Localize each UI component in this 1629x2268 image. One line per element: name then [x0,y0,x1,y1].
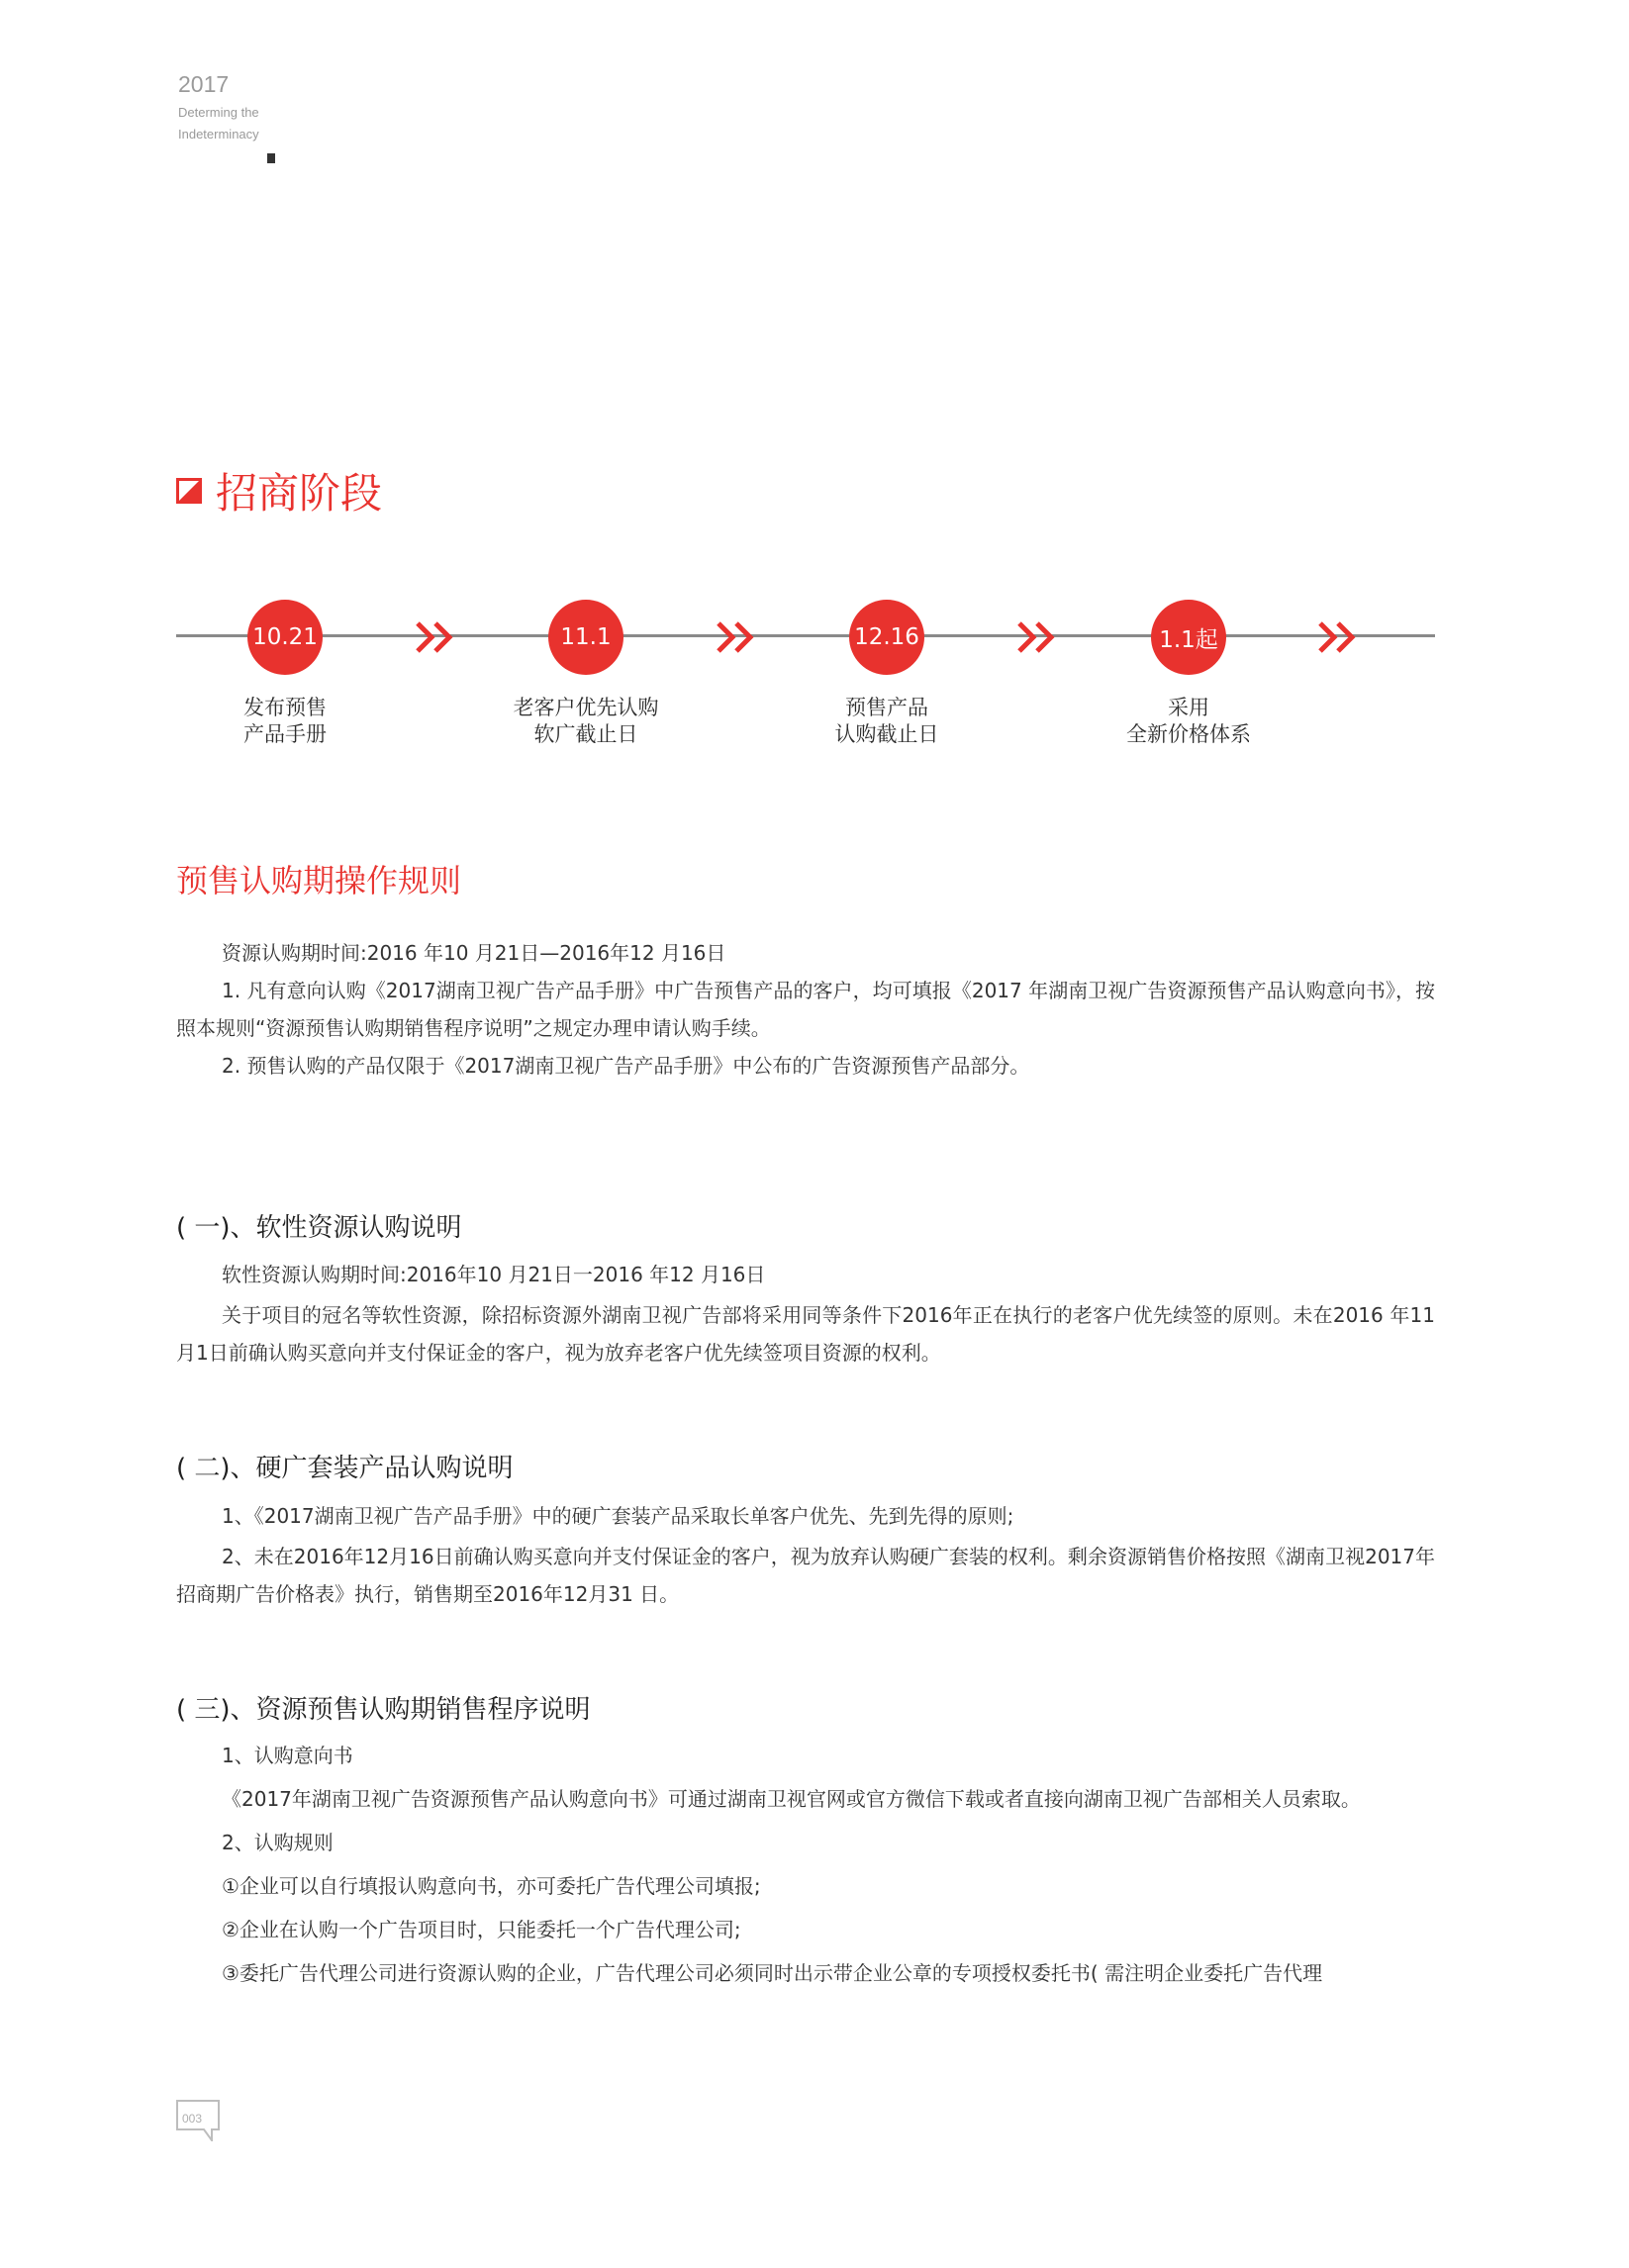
timeline-label-4 [1070,695,1307,748]
soft-paragraph-1: 软性资源认购期时间:2016年10 月21日一2016 年12 月16日 [222,1263,766,1286]
procedure-paragraph-4: ①企业可以自行填报认购意向书，亦可委托广告代理公司填报; [222,1874,761,1898]
rules-paragraph-1: 资源认购期时间:2016 年10 月21日—2016年12 月16日 [222,941,726,965]
hard-paragraph-1: 1、《2017湖南卫视广告产品手册》中的硬广套装产品采取长单客户优先、先到先得的原则; [222,1504,1014,1528]
timeline-label-2-line1: 老客户优先认购 [513,696,659,719]
hard-heading: ( 二)、硬广套装产品认购说明 [176,1454,514,1483]
timeline-node-1: 10.21 [247,600,323,675]
timeline-label-2 [467,695,705,748]
soft-paragraph-2: 关于项目的冠名等软性资源，除招标资源外湖南卫视广告部将采用同等条件下2016年正在执行的老客户优先续签的原则。未在2016 年11月1日前确认购买意向并支付保证金的客户，视为放弃老客户优先续签项目资源的权利。 [176,1303,1435,1365]
timeline-label-3-line1: 预售产品 [845,696,928,719]
soft-body [176,1253,1435,1371]
procedure-paragraph-2: 《2017年湖南卫视广告资源预售产品认购意向书》可通过湖南卫视官网或官方微信下载或者直接向湖南卫视广告部相关人员索取。 [222,1787,1361,1811]
rules-body [176,934,1435,1085]
section-header [176,461,382,520]
timeline [176,600,1435,748]
rules-title: 预售认购期操作规则 [176,862,462,899]
double-chevron-icon [1316,620,1362,654]
rules-paragraph-3: 2. 预售认购的产品仅限于《2017湖南卫视广告产品手册》中公布的广告资源预售产品部分。 [222,1054,1030,1078]
timeline-node-4: 1.1起 [1151,600,1226,675]
timeline-label-1 [166,695,404,748]
procedure-heading: ( 三)、资源预售认购期销售程序说明 [176,1695,591,1725]
corner-subtitle-line2: Indeterminacy [178,127,259,142]
timeline-label-3-line2: 认购截止日 [834,722,939,746]
rules-paragraph-2: 1. 凡有意向认购《2017湖南卫视广告产品手册》中广告预售产品的客户，均可填报《2017 年湖南卫视广告资源预售产品认购意向书》，按照本规则“资源预售认购期销售程序说明”之规定办理申请认购手续。 [176,979,1435,1040]
procedure-paragraph-6: ③委托广告代理公司进行资源认购的企业，广告代理公司必须同时出示带企业公章的专项授权委托书( 需注明企业委托广告代理 [222,1961,1323,1985]
timeline-label-1-line2: 产品手册 [243,722,327,746]
corner-square-mark [267,153,275,163]
procedure-body [176,1734,1435,1995]
double-chevron-icon [1015,620,1061,654]
corner-year: 2017 [178,71,230,97]
double-chevron-icon [715,620,760,654]
corner-square-icon [176,478,202,504]
timeline-label-4-line2: 全新价格体系 [1126,722,1251,746]
procedure-paragraph-5: ②企业在认购一个广告项目时，只能委托一个广告代理公司; [222,1918,741,1941]
hard-body [176,1494,1435,1613]
soft-heading: ( 一)、软性资源认购说明 [176,1213,462,1243]
hard-paragraph-2: 2、未在2016年12月16日前确认购买意向并支付保证金的客户，视为放弃认购硬广套装的权利。剩余资源销售价格按照《湖南卫视2017年招商期广告价格表》执行，销售期至2016年12月31 日。 [176,1545,1435,1606]
procedure-paragraph-1: 1、认购意向书 [222,1744,353,1767]
timeline-label-2-line2: 软广截止日 [533,722,638,746]
timeline-node-3: 12.16 [849,600,924,675]
section-title: 招商阶段 [216,469,383,518]
timeline-node-2: 11.1 [548,600,623,675]
double-chevron-icon [414,620,459,654]
page-number: 003 [182,2112,203,2126]
timeline-label-1-line1: 发布预售 [243,696,327,719]
corner-subtitle-line1: Determing the [178,105,259,120]
timeline-label-4-line1: 采用 [1168,696,1209,719]
timeline-line [176,634,1435,637]
timeline-label-3 [768,695,1006,748]
procedure-paragraph-3: 2、认购规则 [222,1831,334,1854]
